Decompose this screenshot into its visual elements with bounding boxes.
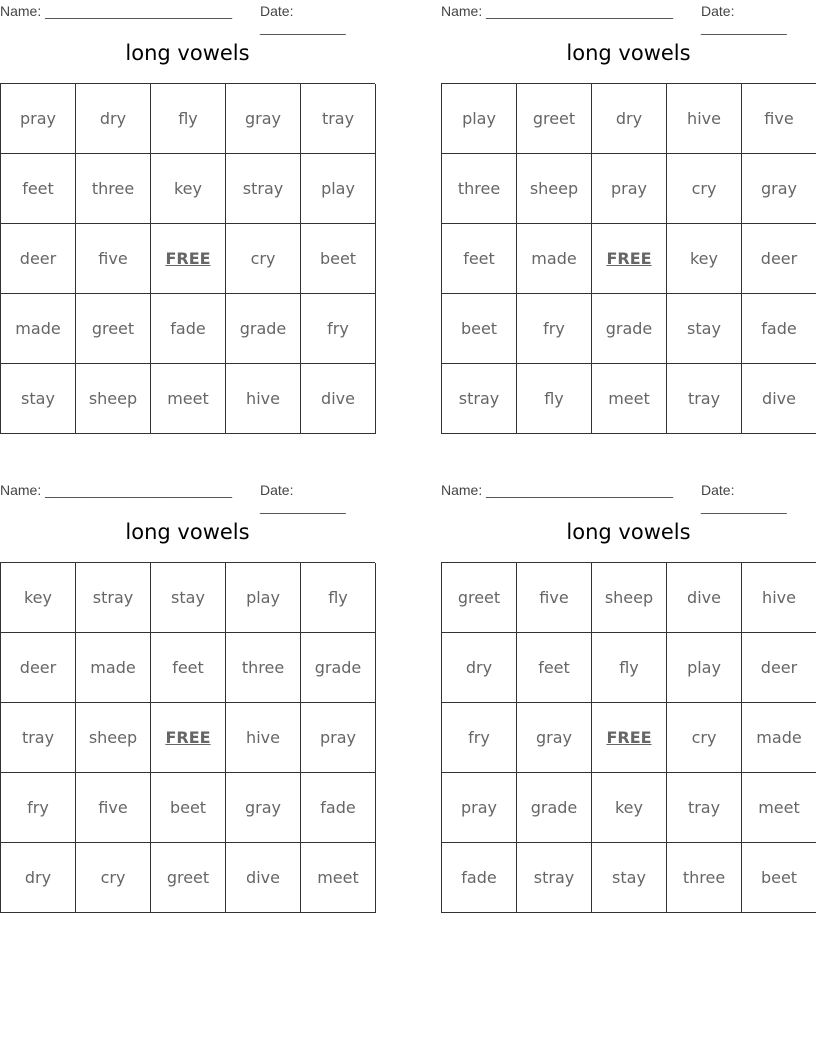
bingo-cell: pray — [442, 773, 517, 843]
bingo-cell: deer — [742, 633, 816, 703]
bingo-cell: sheep — [517, 154, 592, 224]
bingo-cell: feet — [1, 154, 76, 224]
bingo-cell: tray — [667, 773, 742, 843]
free-space-cell: FREE — [592, 703, 667, 773]
bingo-cell: key — [1, 563, 76, 633]
date-field-label: Date: ___________ — [701, 482, 787, 514]
card-title: long vowels — [566, 41, 691, 65]
bingo-cell: grade — [301, 633, 376, 703]
bingo-cell: gray — [226, 773, 301, 843]
bingo-cell: pray — [592, 154, 667, 224]
bingo-cell: fry — [442, 703, 517, 773]
card-header — [0, 479, 375, 514]
bingo-cell: dry — [1, 843, 76, 913]
bingo-card — [441, 0, 816, 434]
bingo-cell: deer — [1, 224, 76, 294]
name-field-label: Name: ________________________ — [0, 3, 232, 19]
bingo-cell: sheep — [592, 563, 667, 633]
bingo-cell: gray — [226, 84, 301, 154]
bingo-cell: dry — [442, 633, 517, 703]
bingo-cell: fade — [301, 773, 376, 843]
bingo-cell: dry — [592, 84, 667, 154]
date-field-label: Date: ___________ — [260, 3, 346, 35]
bingo-cell: beet — [301, 224, 376, 294]
bingo-cell: feet — [442, 224, 517, 294]
bingo-cell: sheep — [76, 364, 151, 434]
bingo-cell: stay — [667, 294, 742, 364]
bingo-cell: fade — [151, 294, 226, 364]
bingo-cell: fade — [442, 843, 517, 913]
bingo-cell: tray — [667, 364, 742, 434]
bingo-cell: greet — [517, 84, 592, 154]
bingo-cell: stay — [1, 364, 76, 434]
bingo-cell: stay — [592, 843, 667, 913]
bingo-card — [441, 479, 816, 913]
bingo-cell: cry — [667, 703, 742, 773]
bingo-cell: cry — [226, 224, 301, 294]
bingo-cell: grade — [592, 294, 667, 364]
card-header — [441, 0, 816, 35]
bingo-cell: meet — [742, 773, 816, 843]
bingo-cell: three — [442, 154, 517, 224]
bingo-cell: play — [226, 563, 301, 633]
name-field-label: Name: ________________________ — [441, 3, 673, 19]
bingo-cell: cry — [667, 154, 742, 224]
bingo-cell: hive — [226, 703, 301, 773]
bingo-cell: meet — [301, 843, 376, 913]
free-space-cell: FREE — [592, 224, 667, 294]
date-field-label: Date: ___________ — [701, 3, 787, 35]
bingo-cell: feet — [517, 633, 592, 703]
bingo-cell: stray — [76, 563, 151, 633]
bingo-cell: fly — [301, 563, 376, 633]
bingo-cell: feet — [151, 633, 226, 703]
bingo-cell: fly — [592, 633, 667, 703]
bingo-cell: dive — [301, 364, 376, 434]
bingo-cell: three — [667, 843, 742, 913]
bingo-cell: gray — [742, 154, 816, 224]
bingo-card — [0, 479, 375, 913]
bingo-cell: made — [742, 703, 816, 773]
bingo-cell: pray — [301, 703, 376, 773]
bingo-cell: fly — [151, 84, 226, 154]
bingo-cell: made — [1, 294, 76, 364]
bingo-cell: grade — [226, 294, 301, 364]
bingo-grid — [441, 562, 816, 913]
bingo-cell: five — [76, 224, 151, 294]
bingo-cell: greet — [151, 843, 226, 913]
bingo-cell: key — [151, 154, 226, 224]
bingo-cell: fade — [742, 294, 816, 364]
bingo-cell: play — [442, 84, 517, 154]
bingo-cell: greet — [442, 563, 517, 633]
bingo-cell: play — [667, 633, 742, 703]
card-header — [0, 0, 375, 35]
bingo-cell: stray — [517, 843, 592, 913]
bingo-cell: five — [76, 773, 151, 843]
bingo-cell: dive — [667, 563, 742, 633]
bingo-grid — [441, 83, 816, 434]
bingo-cell: meet — [592, 364, 667, 434]
bingo-cell: five — [742, 84, 816, 154]
bingo-cell: stray — [226, 154, 301, 224]
bingo-cell: fry — [1, 773, 76, 843]
name-field-label: Name: ________________________ — [0, 482, 232, 498]
bingo-cell: key — [667, 224, 742, 294]
bingo-cell: play — [301, 154, 376, 224]
bingo-grid — [0, 83, 375, 434]
bingo-cell: made — [517, 224, 592, 294]
card-title: long vowels — [125, 41, 250, 65]
bingo-cell: fry — [517, 294, 592, 364]
date-field-label: Date: ___________ — [260, 482, 346, 514]
bingo-cell: tray — [301, 84, 376, 154]
bingo-cell: stay — [151, 563, 226, 633]
bingo-cell: hive — [226, 364, 301, 434]
bingo-cell: fly — [517, 364, 592, 434]
bingo-cell: hive — [742, 563, 816, 633]
bingo-card — [0, 0, 375, 434]
card-header — [441, 479, 816, 514]
card-title: long vowels — [566, 520, 691, 544]
bingo-cell: deer — [1, 633, 76, 703]
bingo-cell: sheep — [76, 703, 151, 773]
bingo-cell: cry — [76, 843, 151, 913]
bingo-cell: three — [76, 154, 151, 224]
bingo-cell: dive — [742, 364, 816, 434]
card-title: long vowels — [125, 520, 250, 544]
bingo-cell: key — [592, 773, 667, 843]
free-space-cell: FREE — [151, 224, 226, 294]
bingo-cell: tray — [1, 703, 76, 773]
bingo-cell: greet — [76, 294, 151, 364]
bingo-cell: dry — [76, 84, 151, 154]
bingo-grid — [0, 562, 375, 913]
bingo-cell: three — [226, 633, 301, 703]
bingo-cell: pray — [1, 84, 76, 154]
bingo-cell: grade — [517, 773, 592, 843]
name-field-label: Name: ________________________ — [441, 482, 673, 498]
free-space-cell: FREE — [151, 703, 226, 773]
bingo-cell: made — [76, 633, 151, 703]
bingo-cell: fry — [301, 294, 376, 364]
bingo-cell: hive — [667, 84, 742, 154]
bingo-cell: gray — [517, 703, 592, 773]
bingo-cell: dive — [226, 843, 301, 913]
bingo-cell: meet — [151, 364, 226, 434]
bingo-cell: beet — [742, 843, 816, 913]
bingo-cell: stray — [442, 364, 517, 434]
bingo-cell: deer — [742, 224, 816, 294]
bingo-cell: five — [517, 563, 592, 633]
bingo-cell: beet — [442, 294, 517, 364]
bingo-cell: beet — [151, 773, 226, 843]
